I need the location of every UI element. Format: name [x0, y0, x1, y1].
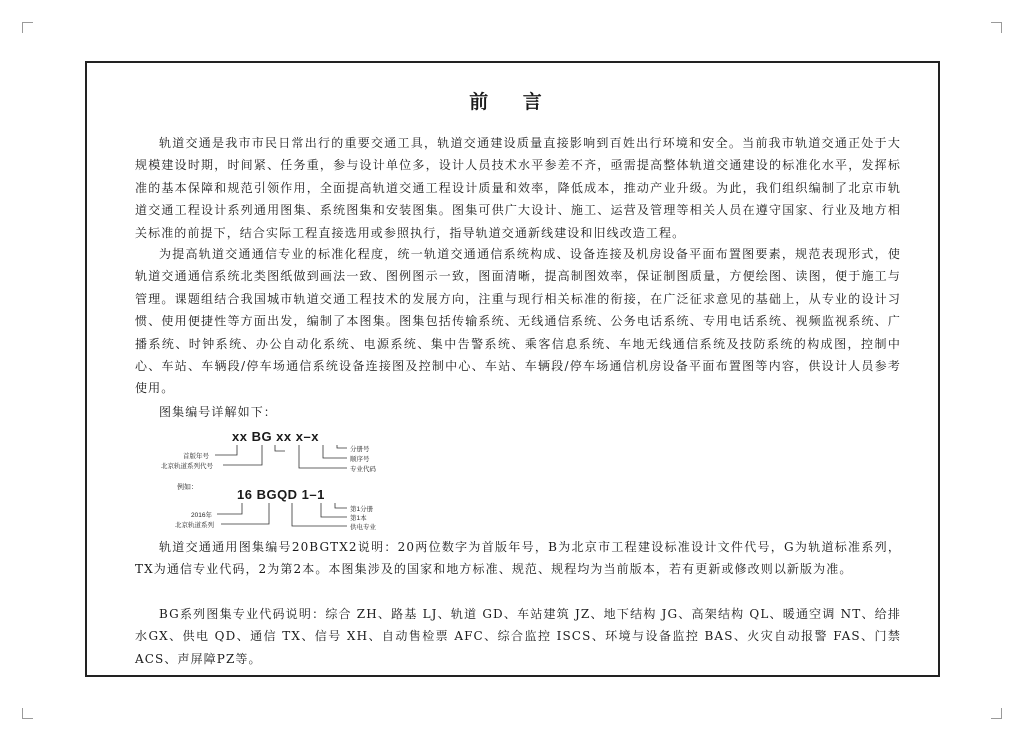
paragraph-intro: 轨道交通是我市市民日常出行的重要交通工具，轨道交通建设质量直接影响到百姓出行环境和安全。当前我市轨道交通正处于大规模建设时期，时间紧、任务重，参与设计单位多，设计人员技术水平参差不齐，亟需提高整体轨道交通建设的标准化水平，发挥标准的基本保障和规范引领作用，全面提高轨道交通工程设计质量和效率，降低成本，推动产业升级。为此，我们组织编制了北京市轨道交通工程设计系列通用图集、系统图集和安装图集。图集可供广大设计、施工、运营及管理等相关人员在遵守国家、行业及地方相关标准的前提下，结合实际工程直接选用或参照执行，指导轨道交通新线建设和旧线改造工程。 — [135, 136, 901, 240]
example-book: 第1本 — [350, 515, 367, 522]
label-series-code: 北京轨道系列代号 — [161, 463, 213, 470]
label-first-year: 首版年号 — [183, 453, 209, 460]
label-discipline-code: 专业代码 — [350, 466, 376, 473]
crop-mark-bottom-left — [22, 708, 33, 719]
crop-mark-top-right — [991, 22, 1002, 33]
example-series: 北京轨道系列 — [175, 522, 214, 529]
example-discipline: 供电专业 — [350, 524, 376, 531]
label-volume-no: 分册号 — [350, 446, 370, 453]
paragraph-numbering-heading: 图集编号详解如下： — [159, 405, 277, 419]
example-volume: 第1分册 — [350, 506, 374, 513]
example-code: 16 BGQD 1–1 — [237, 487, 325, 502]
example-label: 例如： — [177, 484, 198, 491]
paragraph-purpose: 为提高轨道交通通信专业的标准化程度，统一轨道交通通信系统构成、设备连接及机房设备平面布置图要素，规范表现形式，使轨道交通通信系统北类图纸做到画法一致、图例图示一致，图面清晰，提高制图效率，保证制图质量，方便绘图、读图，便于施工与管理。课题组结合我国城市轨道交通工程技术的发展方向，注重与现行相关标准的衔接，在广泛征求意见的基础上，从专业的设计习惯、使用便捷性等方面出发，编制了本图集。图集包括传输系统、无线通信系统、公务电话系统、专用电话系统、视频监视系统、广播系统、时钟系统、办公自动化系统、电源系统、集中告警系统、乘客信息系统、车地无线通信系统及技防系统的构成图，控制中心、车站、车辆段/停车场通信系统设备连接图及控制中心、车站、车辆段/停车场通信机房设备平面布置图等内容，供设计人员参考使用。 — [135, 247, 901, 396]
label-sequence-no: 顺序号 — [350, 456, 370, 463]
paragraph-code-explanation: 轨道交通通用图集编号20BGTX2说明：20两位数字为首版年号，B为北京市工程建设标准设计文件代号，G为轨道标准系列，TX为通信专业代码，2为第2本。本图集涉及的国家和地方标准、规范、规程均为当前版本，若有更新或修改则以新版为准。 — [135, 540, 901, 577]
page-title: 前 言 — [469, 91, 556, 113]
crop-mark-bottom-right — [991, 708, 1002, 719]
code-template: xx BG xx x–x — [232, 429, 319, 444]
paragraph-discipline-codes: BG系列图集专业代码说明：综合 ZH、路基 LJ、轨道 GD、车站建筑 JZ、地下结构 JG、高架结构 QL、暖通空调 NT、给排水GX、供电 QD、通信 TX、信号 XH、自动售检票 AFC、综合监控 ISCS、环境与设备监控 BAS、火灾自动报警 FAS、门禁 ACS、声屏障PZ等。 — [135, 607, 901, 666]
crop-mark-top-left — [22, 22, 33, 33]
page-frame — [85, 61, 940, 677]
example-year: 2016年 — [191, 512, 212, 519]
